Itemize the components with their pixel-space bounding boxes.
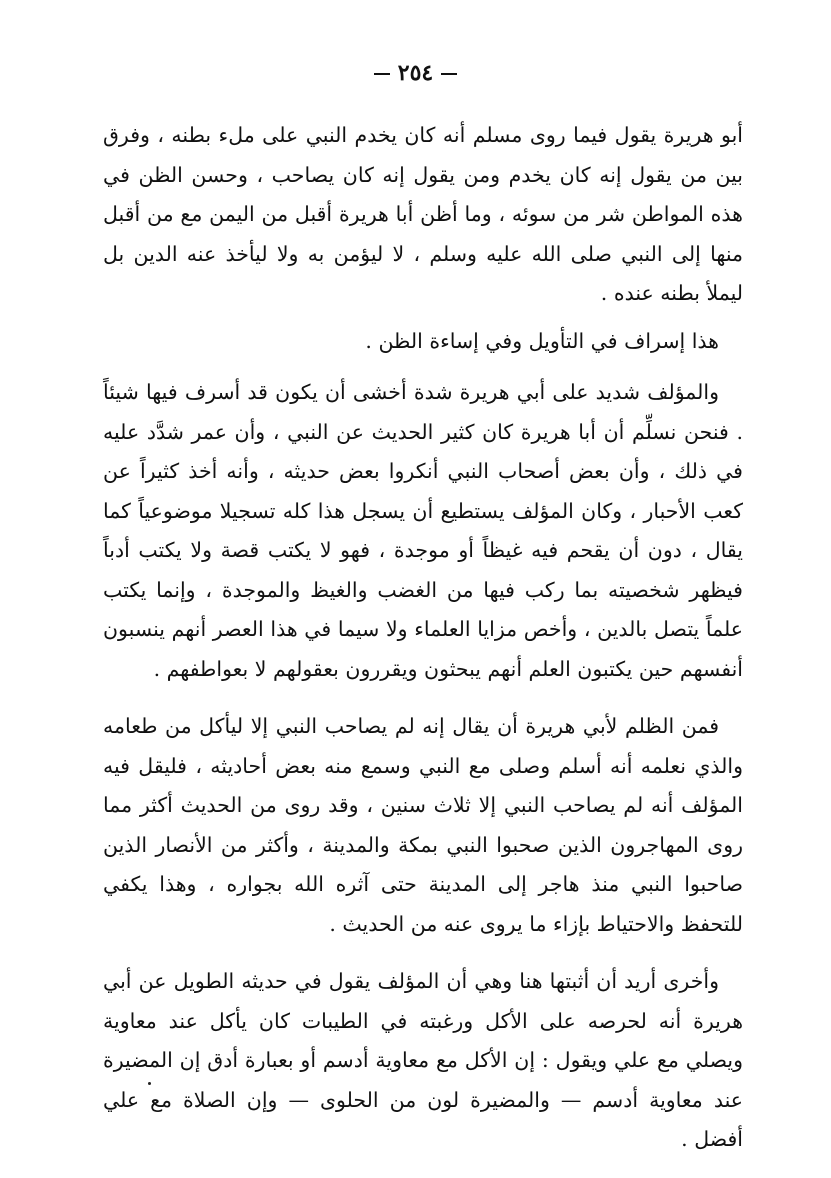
page-number-dash-right	[441, 73, 457, 75]
paragraph-5: وأخرى أريد أن أثبتها هنا وهي أن المؤلف يقول في حديثه الطويل عن أبي هريرة أنه لحرصه على الأكل ورغبته في الطيبات كان يأكل عند معاوية ويصلي مع علي ويقول : إن الأكل مع معاوية أدسم أو بعبارة أدق إن المضيرة عند معاوية أدسم — والمضيرة لون من الحلوى — وإن الصلاة مع علي أفضل .	[103, 969, 743, 1151]
paragraph-1: أبو هريرة يقول فيما روى مسلم أنه كان يخدم النبي على ملء بطنه ، وفرق بين من يقول إنه كان يخدم ومن يقول إنه كان يصاحب ، وحسن الظن في هذه المواطن شر من سوئه ، وما أظن أبا هريرة أقبل من اليمن مع من أقبل منها إلى النبي صلى الله عليه وسلم ، لا ليؤمن به ولا ليأخذ عنه الدين بل ليملأ بطنه عنده .	[103, 123, 743, 305]
ink-dot	[148, 1082, 151, 1085]
page-number	[0, 60, 831, 86]
page-number-text: ٢٥٤	[397, 60, 434, 86]
paragraph-3: والمؤلف شديد على أبي هريرة شدة أخشى أن يكون قد أسرف فيها شيئاً . فنحن نسلِّم أن أبا هريرة كان كثير الحديث عن النبي ، وأن عمر شدَّد عليه في ذلك ، وأن بعض أصحاب النبي أنكروا بعض حديثه ، وأنه أخذ كثيراً عن كعب الأحبار ، وكان المؤلف يستطيع أن يسجل هذا كله تسجيلا موضوعياً كما يقال ، دون أن يقحم فيه غيظاً أو موجدة ، فهو لا يكتب قصة ولا يكتب أدباً فيظهر شخصيته بما ركب فيها من الغضب والغيظ والموجدة ، وإنما يكتب علماً يتصل بالدين ، وأخص مزايا العلماء ولا سيما في هذا العصر أنهم ينسبون أنفسهم حين يكتبون العلم أنهم يبحثون ويقررون بعقولهم لا بعواطفهم .	[103, 380, 743, 681]
page-body	[103, 116, 743, 1160]
paragraph-4: فمن الظلم لأبي هريرة أن يقال إنه لم يصاحب النبي إلا ليأكل من طعامه والذي نعلمه أنه أسلم وصلى مع النبي وسمع منه بعض أحاديثه ، فليقل فيه المؤلف أنه لم يصاحب النبي إلا ثلاث سنين ، وقد روى من الحديث أكثر مما روى المهاجرون الذين صحبوا النبي بمكة والمدينة ، وأكثر من الأنصار الذين صاحبوا النبي منذ هاجر إلى المدينة حتى آثره الله بجواره ، وهذا يكفي للتحفظ والاحتياط بإزاء ما يروى عنه من الحديث .	[103, 714, 743, 936]
paragraph-2: هذا إسراف في التأويل وفي إساءة الظن .	[365, 328, 719, 353]
page-number-dash-left	[374, 73, 390, 75]
